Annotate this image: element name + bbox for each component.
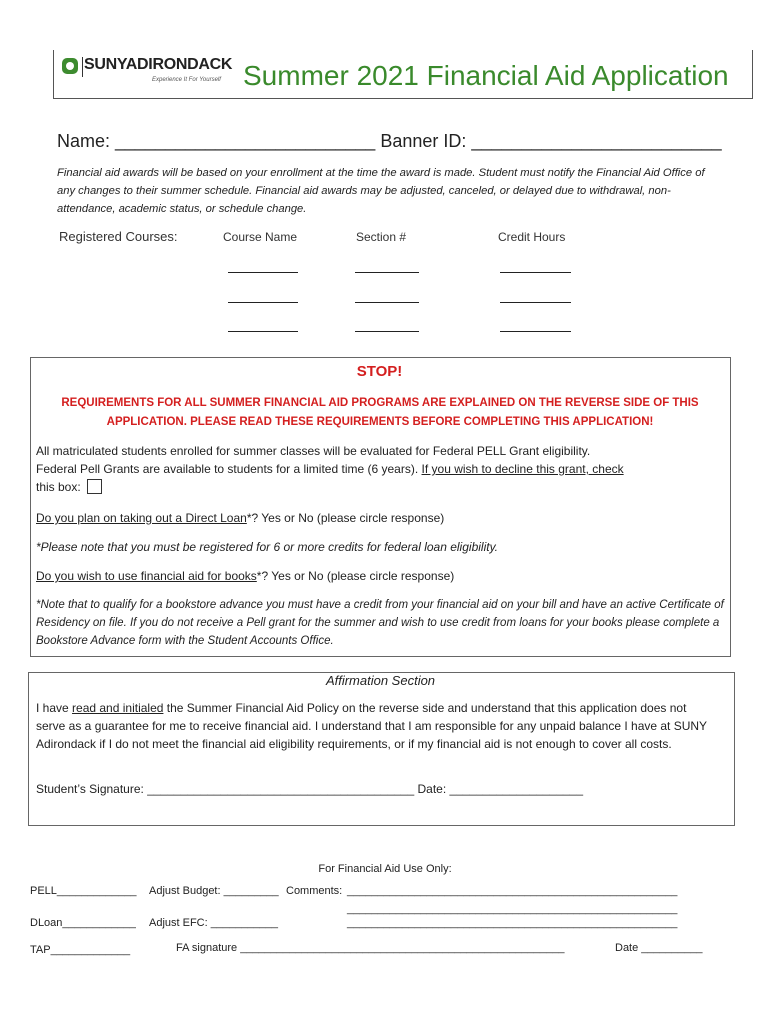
course-name-field-1[interactable] — [228, 272, 298, 273]
credit-hours-header: Credit Hours — [498, 230, 566, 244]
section-field-3[interactable] — [355, 331, 419, 332]
adjust-efc-field[interactable]: Adjust EFC: ___________ — [149, 917, 279, 929]
name-field[interactable]: __________________________ — [115, 131, 376, 151]
signature-date-field[interactable]: ____________________ — [449, 782, 584, 796]
pell-paragraph — [36, 442, 726, 496]
comments-line-2[interactable]: ______________________________________________________ — [347, 903, 678, 915]
signature-row — [36, 780, 583, 798]
bookstore-advance-note: *Note that to qualify for a bookstore advance you must have a credit from your financial aid on your bill and have an active Certificate of Residency on file. If you do not receive a Pell grant for the summer and wish to use credit from loans for your books please complete a Bookstore Advance form with the Student Accounts Office. — [36, 599, 724, 647]
pell-office-field[interactable]: PELL_____________ — [30, 885, 137, 897]
affirmation-prefix: I have — [36, 701, 73, 715]
banner-id-label: Banner ID: — [380, 131, 467, 151]
credit-hours-field-3[interactable] — [500, 331, 571, 332]
affirmation-heading: Affirmation Section — [325, 673, 436, 688]
stop-heading: STOP! — [356, 363, 403, 380]
identity-row — [57, 131, 722, 152]
comments-line-1[interactable]: ______________________________________________________ — [347, 885, 678, 897]
logo-text: SUNYADIRONDACK — [84, 56, 233, 73]
adjust-budget-field[interactable]: Adjust Budget: _________ — [149, 885, 279, 897]
credit-hours-field-1[interactable] — [500, 272, 571, 273]
pell-box-label: this box: — [36, 480, 81, 494]
requirements-warning: REQUIREMENTS FOR ALL SUMMER FINANCIAL AID PROGRAMS ARE EXPLAINED ON THE REVERSE SIDE OF THIS APPLICATION. PLEASE READ THESE REQUIREMENTS BEFORE COMPLETING THIS APPLICATION! — [61, 397, 699, 428]
pell-line-1: All matriculated students enrolled for summer classes will be evaluated for Federal PELL Grant eligibility. — [36, 444, 591, 458]
page-title: Summer 2021 Financial Aid Application — [243, 60, 729, 91]
direct-loan-response[interactable]: *? Yes or No (please circle response) — [246, 511, 445, 525]
decline-pell-checkbox[interactable] — [87, 479, 102, 494]
credit-hours-field-2[interactable] — [500, 302, 571, 303]
affirmation-underlined: read and initialed — [72, 701, 164, 715]
logo-tagline: Experience It For Yourself — [152, 77, 221, 83]
award-notice: Financial aid awards will be based on your enrollment at the time the award is made. Student must notify the Financial Aid Office of any changes to their summer schedule. Financial aid awards may be adjusted, canceled, or delayed due to withdrawal, non-attendance, academic status, or schedule change. — [57, 167, 705, 215]
college-logo — [60, 56, 232, 88]
pell-decline-text: If you wish to decline this grant, check — [421, 462, 624, 476]
dloan-field[interactable]: DLoan____________ — [30, 917, 136, 929]
books-response[interactable]: *? Yes or No (please circle response) — [256, 569, 455, 583]
affirmation-text — [36, 699, 716, 753]
registered-courses-label: Registered Courses: — [59, 229, 178, 244]
section-field-2[interactable] — [355, 302, 419, 303]
direct-loan-question-text: Do you plan on taking out a Direct Loan — [36, 511, 247, 525]
course-name-field-3[interactable] — [228, 331, 298, 332]
tap-field[interactable]: TAP_____________ — [30, 944, 131, 956]
section-header: Section # — [356, 230, 407, 244]
office-date-field[interactable]: Date __________ — [615, 942, 703, 954]
affirmation-body: the Summer Financial Aid Policy on the reverse side and understand that this application does not serve as a guarantee for me to receive financial aid. I understand that I am responsible for any unpaid balance I have at SUNY Adirondack if I do not meet the financial aid eligibility requirements, or if my financial aid is not enough to cover all costs. — [36, 701, 707, 751]
books-question — [36, 567, 726, 585]
section-field-1[interactable] — [355, 272, 419, 273]
logo-divider — [82, 57, 83, 77]
banner-id-field[interactable]: _________________________ — [471, 131, 722, 151]
course-name-field-2[interactable] — [228, 302, 298, 303]
comments-label: Comments: — [286, 885, 343, 897]
signature-field[interactable]: ________________________________________ — [147, 782, 415, 796]
name-label: Name: — [57, 131, 111, 151]
loan-eligibility-note: *Please note that you must be registered for 6 or more credits for federal loan eligibility. — [36, 540, 499, 554]
direct-loan-question — [36, 509, 726, 527]
office-use-heading: For Financial Aid Use Only: — [318, 863, 452, 875]
books-question-text: Do you wish to use financial aid for books — [36, 569, 257, 583]
pell-line-2: Federal Pell Grants are available to students for a limited time (6 years). — [36, 462, 419, 476]
logo-mark-icon — [62, 58, 78, 74]
fa-signature-field[interactable]: FA signature _____________________________________________________ — [176, 942, 565, 954]
comments-line-3[interactable]: ______________________________________________________ — [347, 917, 678, 929]
signature-label: Student’s Signature: — [36, 782, 144, 796]
course-name-header: Course Name — [223, 230, 298, 244]
signature-date-label: Date: — [417, 782, 447, 796]
